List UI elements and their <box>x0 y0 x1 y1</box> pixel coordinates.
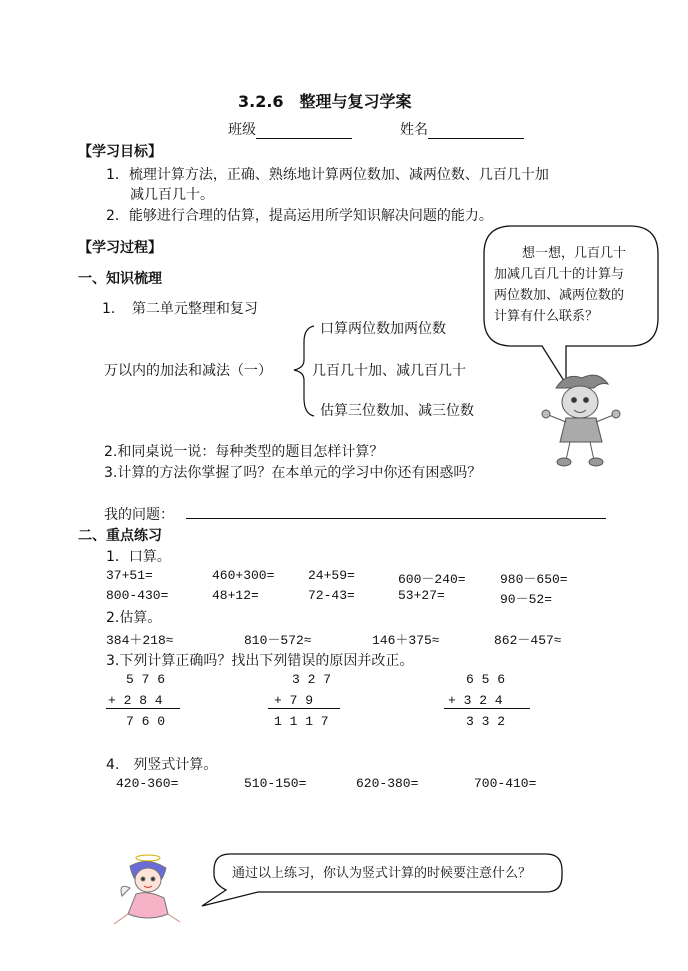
oral-item: 72-43= <box>308 588 355 603</box>
oral-item: 90－52= <box>500 592 553 607</box>
class-label: 班级 <box>228 122 256 138</box>
angel-girl-illustration <box>108 852 188 932</box>
section1-heading: 一、知识梳理 <box>78 271 162 287</box>
bubble-top-line-3: 两位数加、减两位数的 <box>494 288 625 303</box>
oral-heading: 1．口算。 <box>106 549 171 565</box>
goal-item-2: 2．能够进行合理的估算，提高运用所学知识解决问题的能力。 <box>106 208 493 224</box>
tree-branch-2: 几百几十加、减几百几十 <box>312 363 466 379</box>
estimate-item: 146＋375≈ <box>372 633 440 648</box>
page-title: 3.2.6 整理与复习学案 <box>238 92 412 111</box>
problem-1-bottom: + 2 8 4 <box>108 693 163 708</box>
class-field <box>228 119 352 139</box>
vertical-item: 510-150= <box>244 776 307 791</box>
oral-item: 800-430= <box>106 588 169 603</box>
oral-item: 53+27= <box>398 588 445 603</box>
problem-3-result: 3 3 2 <box>466 714 506 729</box>
problem-3-bottom: + 3 2 4 <box>448 693 503 708</box>
estimate-item: 862－457≈ <box>494 633 562 648</box>
process-heading: 【学习过程】 <box>78 240 162 256</box>
oral-item: 48+12= <box>212 588 259 603</box>
estimate-item: 810－572≈ <box>244 633 312 648</box>
problem-2-bottom: + 7 9 <box>274 693 314 708</box>
section1-item1: 1． 第二单元整理和复习 <box>102 301 258 317</box>
estimate-item: 384＋218≈ <box>106 633 174 648</box>
name-label: 姓名 <box>400 122 428 138</box>
section2-heading: 二、重点练习 <box>78 528 162 544</box>
my-question-blank[interactable] <box>186 518 606 519</box>
oral-item: 600－240= <box>398 572 466 587</box>
oral-item: 24+59= <box>308 568 355 583</box>
vertical-item: 620-380= <box>356 776 419 791</box>
problem-1-rule <box>106 708 180 709</box>
problem-1-result: 7 6 0 <box>126 714 166 729</box>
oral-item: 37+51= <box>106 568 153 583</box>
section1-q3: 3.计算的方法你掌握了吗？在本单元的学习中你还有困惑吗？ <box>104 465 482 481</box>
bubble-bottom-text: 通过以上练习，你认为竖式计算的时候要注意什么？ <box>232 866 532 881</box>
goal-item-1: 1．梳理计算方法，正确、熟练地计算两位数加、减两位数、几百几十加 <box>106 167 549 183</box>
tree-branch-3: 估算三位数加、减三位数 <box>320 403 474 419</box>
bubble-top-line-4: 计算有什么联系？ <box>494 309 599 324</box>
estimate-heading: 2.估算。 <box>106 610 162 626</box>
problem-3-rule <box>444 708 530 709</box>
vertical-item: 700-410= <box>474 776 537 791</box>
goal-item-1-cont: 减几百几十。 <box>130 187 214 203</box>
cartoon-girl-illustration <box>536 370 626 470</box>
my-question-label: 我的问题： <box>104 507 174 523</box>
problem-2-result: 1 1 1 7 <box>274 714 329 729</box>
section1-q2: 2.和同桌说一说：每种类型的题目怎样计算？ <box>104 444 384 460</box>
name-blank[interactable] <box>428 124 524 139</box>
vertical-heading: 4. 列竖式计算。 <box>106 757 218 773</box>
name-field <box>400 119 524 139</box>
problem-3-top: 6 5 6 <box>466 672 506 687</box>
tree-branch-1: 口算两位数加两位数 <box>320 321 446 337</box>
oral-item: 980－650= <box>500 572 568 587</box>
problem-2-rule <box>268 708 340 709</box>
bubble-top-line-1: 想一想，几百几十 <box>522 246 627 261</box>
class-blank[interactable] <box>256 124 352 139</box>
problem-2-top: 3 2 7 <box>292 672 332 687</box>
oral-item: 460+300= <box>212 568 275 583</box>
tree-root: 万以内的加法和减法（一） <box>104 363 272 379</box>
check-heading: 3.下列计算正确吗？找出下列错误的原因并改正。 <box>106 653 414 669</box>
problem-1-top: 5 7 6 <box>126 672 166 687</box>
vertical-item: 420-360= <box>116 776 179 791</box>
goals-heading: 【学习目标】 <box>78 144 162 160</box>
bubble-top-line-2: 加减几百几十的计算与 <box>494 267 625 282</box>
